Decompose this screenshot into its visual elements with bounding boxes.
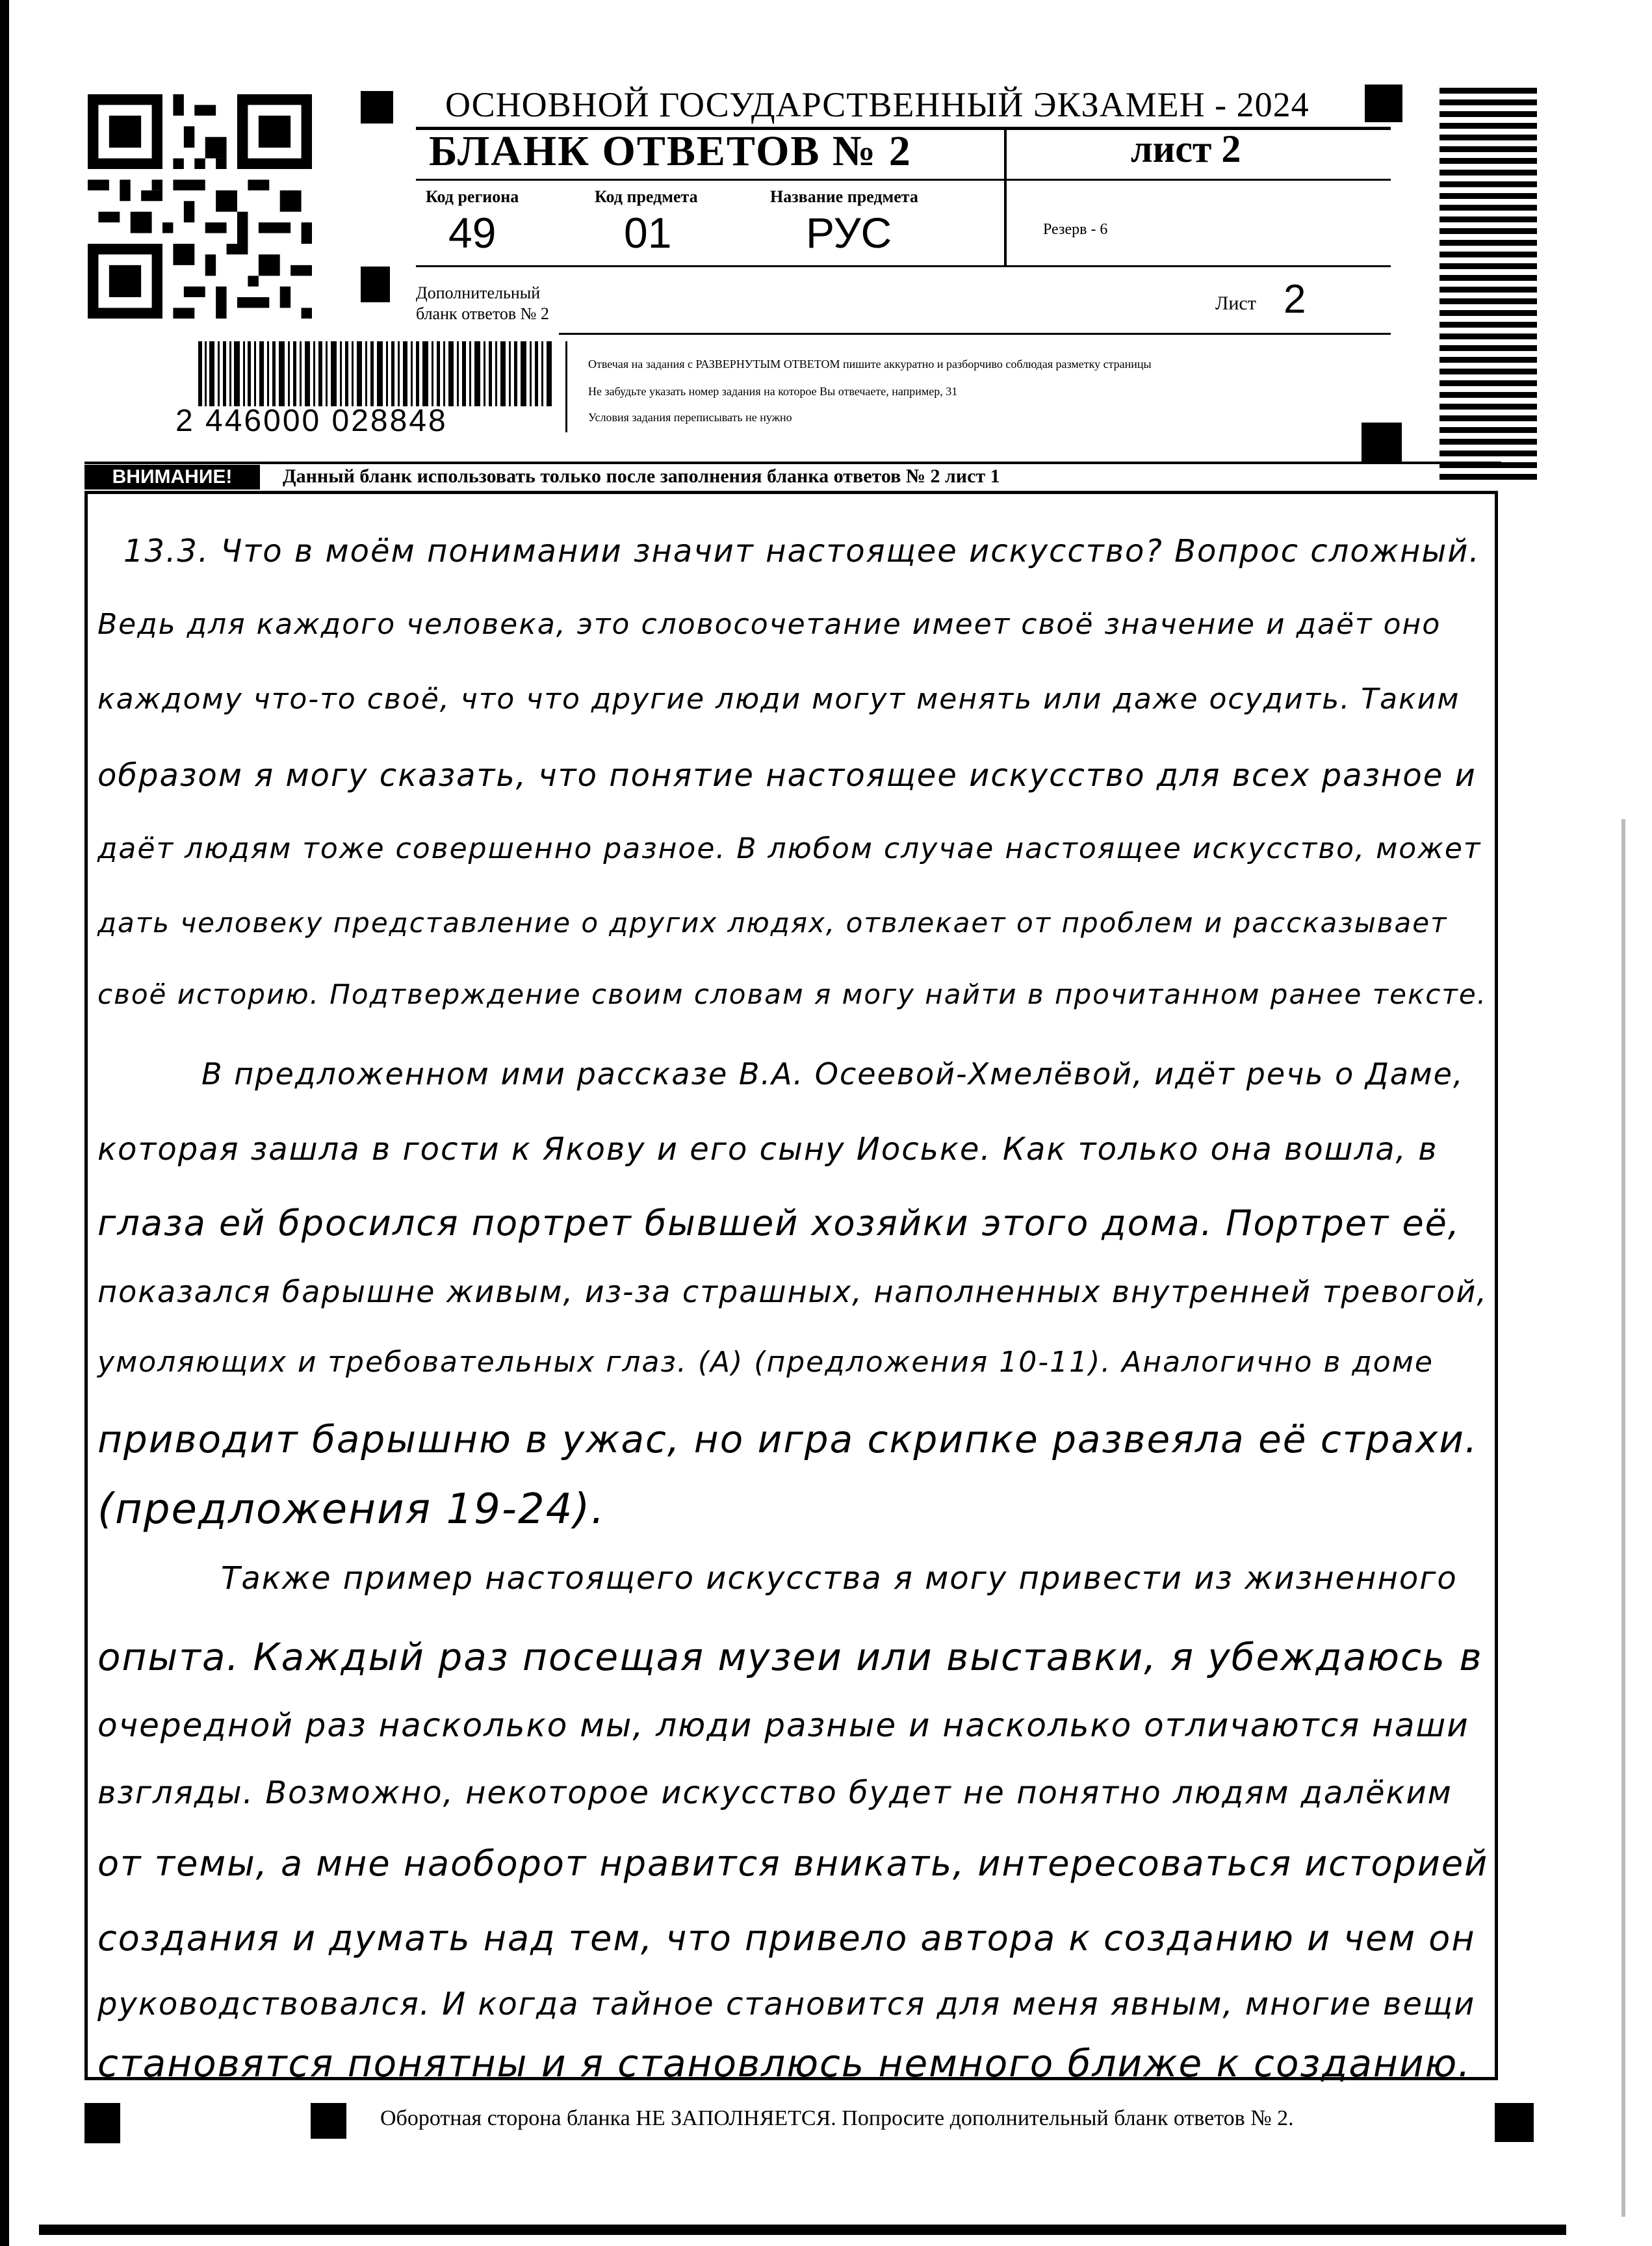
- alignment-marker: [1362, 423, 1402, 463]
- handwriting-line: глаза ей бросился портрет бывшей хозяйки этого дома. Портрет её,: [97, 1203, 1461, 1244]
- qr-code: [88, 94, 312, 319]
- alignment-marker: [361, 91, 393, 124]
- handwriting-line: даёт людям тоже совершенно разное. В любом случае настоящее искусство, может: [97, 832, 1482, 865]
- handwriting-line: от темы, а мне наоборот нравится вникать, интересоваться историей: [97, 1843, 1489, 1884]
- sheet-number: 2: [1284, 277, 1306, 322]
- sheet-rule: [559, 333, 1391, 335]
- page-right-edge: [1621, 819, 1625, 2217]
- subject-name-value: РУС: [806, 209, 892, 257]
- sheet-label: Лист: [1215, 293, 1256, 314]
- footer-text: Оборотная сторона бланка НЕ ЗАПОЛНЯЕТСЯ. Попросите дополнительный бланк ответов № 2.: [380, 2106, 1294, 2130]
- header-rule-3: [416, 265, 1391, 267]
- handwriting-line: опыта. Каждый раз посещая музеи или выставки, я убеждаюсь в: [97, 1635, 1483, 1679]
- header-divider: [1004, 127, 1007, 267]
- reserve-label: Резерв - 6: [1043, 221, 1108, 238]
- exam-title: ОСНОВНОЙ ГОСУДАРСТВЕННЫЙ ЭКЗАМЕН - 2024: [445, 85, 1310, 124]
- header-rule-2: [416, 179, 1391, 181]
- handwriting-line: дать человеку представление о других людях, отвлекает от проблем и рассказывает: [97, 907, 1448, 939]
- subject-code-value: 01: [624, 209, 672, 257]
- handwriting-line: каждому что-то своё, что что другие люди могут менять или даже осудить. Таким: [97, 683, 1460, 716]
- blank-title: БЛАНК ОТВЕТОВ № 2: [429, 127, 912, 175]
- attention-rule: [84, 462, 1501, 464]
- region-value: 49: [448, 209, 497, 257]
- handwriting-line: Также пример настоящего искусства я могу привести из жизненного: [221, 1560, 1458, 1597]
- handwriting-line: своё историю. Подтверждение своим словам я могу найти в прочитанном ранее тексте.: [97, 978, 1488, 1010]
- handwriting-line: В предложенном ими рассказе В.А. Осеевой-Хмелёвой, идёт речь о Даме,: [201, 1056, 1464, 1091]
- sheet-title: лист 2: [1131, 127, 1241, 170]
- subject-name-label: Название предмета: [770, 187, 918, 206]
- handwriting-line: образом я могу сказать, что понятие настоящее искусство для всех разное и: [97, 757, 1477, 794]
- linear-barcode: [198, 341, 552, 406]
- handwriting-line: показался барышне живым, из-за страшных, наполненных внутренней тревогой,: [97, 1274, 1488, 1309]
- handwriting-line: взгляды. Возможно, некоторое искусство будет не понятно людям далёким: [97, 1775, 1452, 1811]
- page-left-edge: [0, 0, 9, 2246]
- region-label: Код региона: [426, 187, 519, 206]
- handwriting-line: создания и думать над тем, что привело автора к созданию и чем он: [97, 1918, 1476, 1959]
- barcode-number: 2 446000 028848: [175, 404, 448, 438]
- alignment-marker: [1495, 2103, 1534, 2142]
- additional-label-line-1: Дополнительный: [416, 283, 541, 302]
- subject-code-label: Код предмета: [595, 187, 698, 206]
- instruction-divider: [565, 341, 567, 432]
- handwriting-line: становятся понятны и я становлюсь немного ближе к созданию.: [97, 2041, 1471, 2085]
- instruction-1: Отвечая на задания с РАЗВЕРНУТЫМ ОТВЕТОМ пишите аккуратно и разборчиво соблюдая разметку страницы: [588, 358, 1152, 371]
- handwriting-line: Ведь для каждого человека, это словосочетание имеет своё значение и даёт оно: [97, 608, 1441, 641]
- alignment-marker: [311, 2103, 346, 2139]
- handwriting-line: (предложения 19-24).: [97, 1485, 606, 1534]
- handwriting-line: приводит барышню в ужас, но игра скрипке развеяла её страхи.: [97, 1417, 1478, 1461]
- handwriting-line: которая зашла в гости к Якову и его сыну Иоське. Как только она вошла, в: [97, 1131, 1438, 1168]
- additional-label-line-2: бланк ответов № 2: [416, 304, 549, 323]
- handwriting-line: 13.3. Что в моём понимании значит настоящее искусство? Вопрос сложный.: [123, 533, 1480, 569]
- handwriting-line: руководствовался. И когда тайное становится для меня явным, многие вещи: [97, 1986, 1476, 2022]
- attention-badge: ВНИМАНИЕ!: [84, 465, 260, 490]
- instruction-3: Условия задания переписывать не нужно: [588, 411, 792, 424]
- additional-label: [416, 283, 549, 324]
- side-barcode: [1439, 88, 1537, 486]
- attention-text: Данный бланк использовать только после заполнения бланка ответов № 2 лист 1: [283, 465, 1000, 487]
- page-bottom-edge: [39, 2225, 1566, 2235]
- handwriting-line: умоляющих и требовательных глаз. (А) (предложения 10-11). Аналогично в доме: [97, 1346, 1434, 1379]
- alignment-marker: [84, 2103, 120, 2143]
- handwriting-line: очередной раз насколько мы, люди разные и насколько отличаются наши: [97, 1706, 1469, 1744]
- alignment-marker: [361, 267, 390, 302]
- alignment-marker: [1365, 85, 1402, 122]
- instruction-2: Не забудьте указать номер задания на которое Вы отвечаете, например, 31: [588, 385, 958, 398]
